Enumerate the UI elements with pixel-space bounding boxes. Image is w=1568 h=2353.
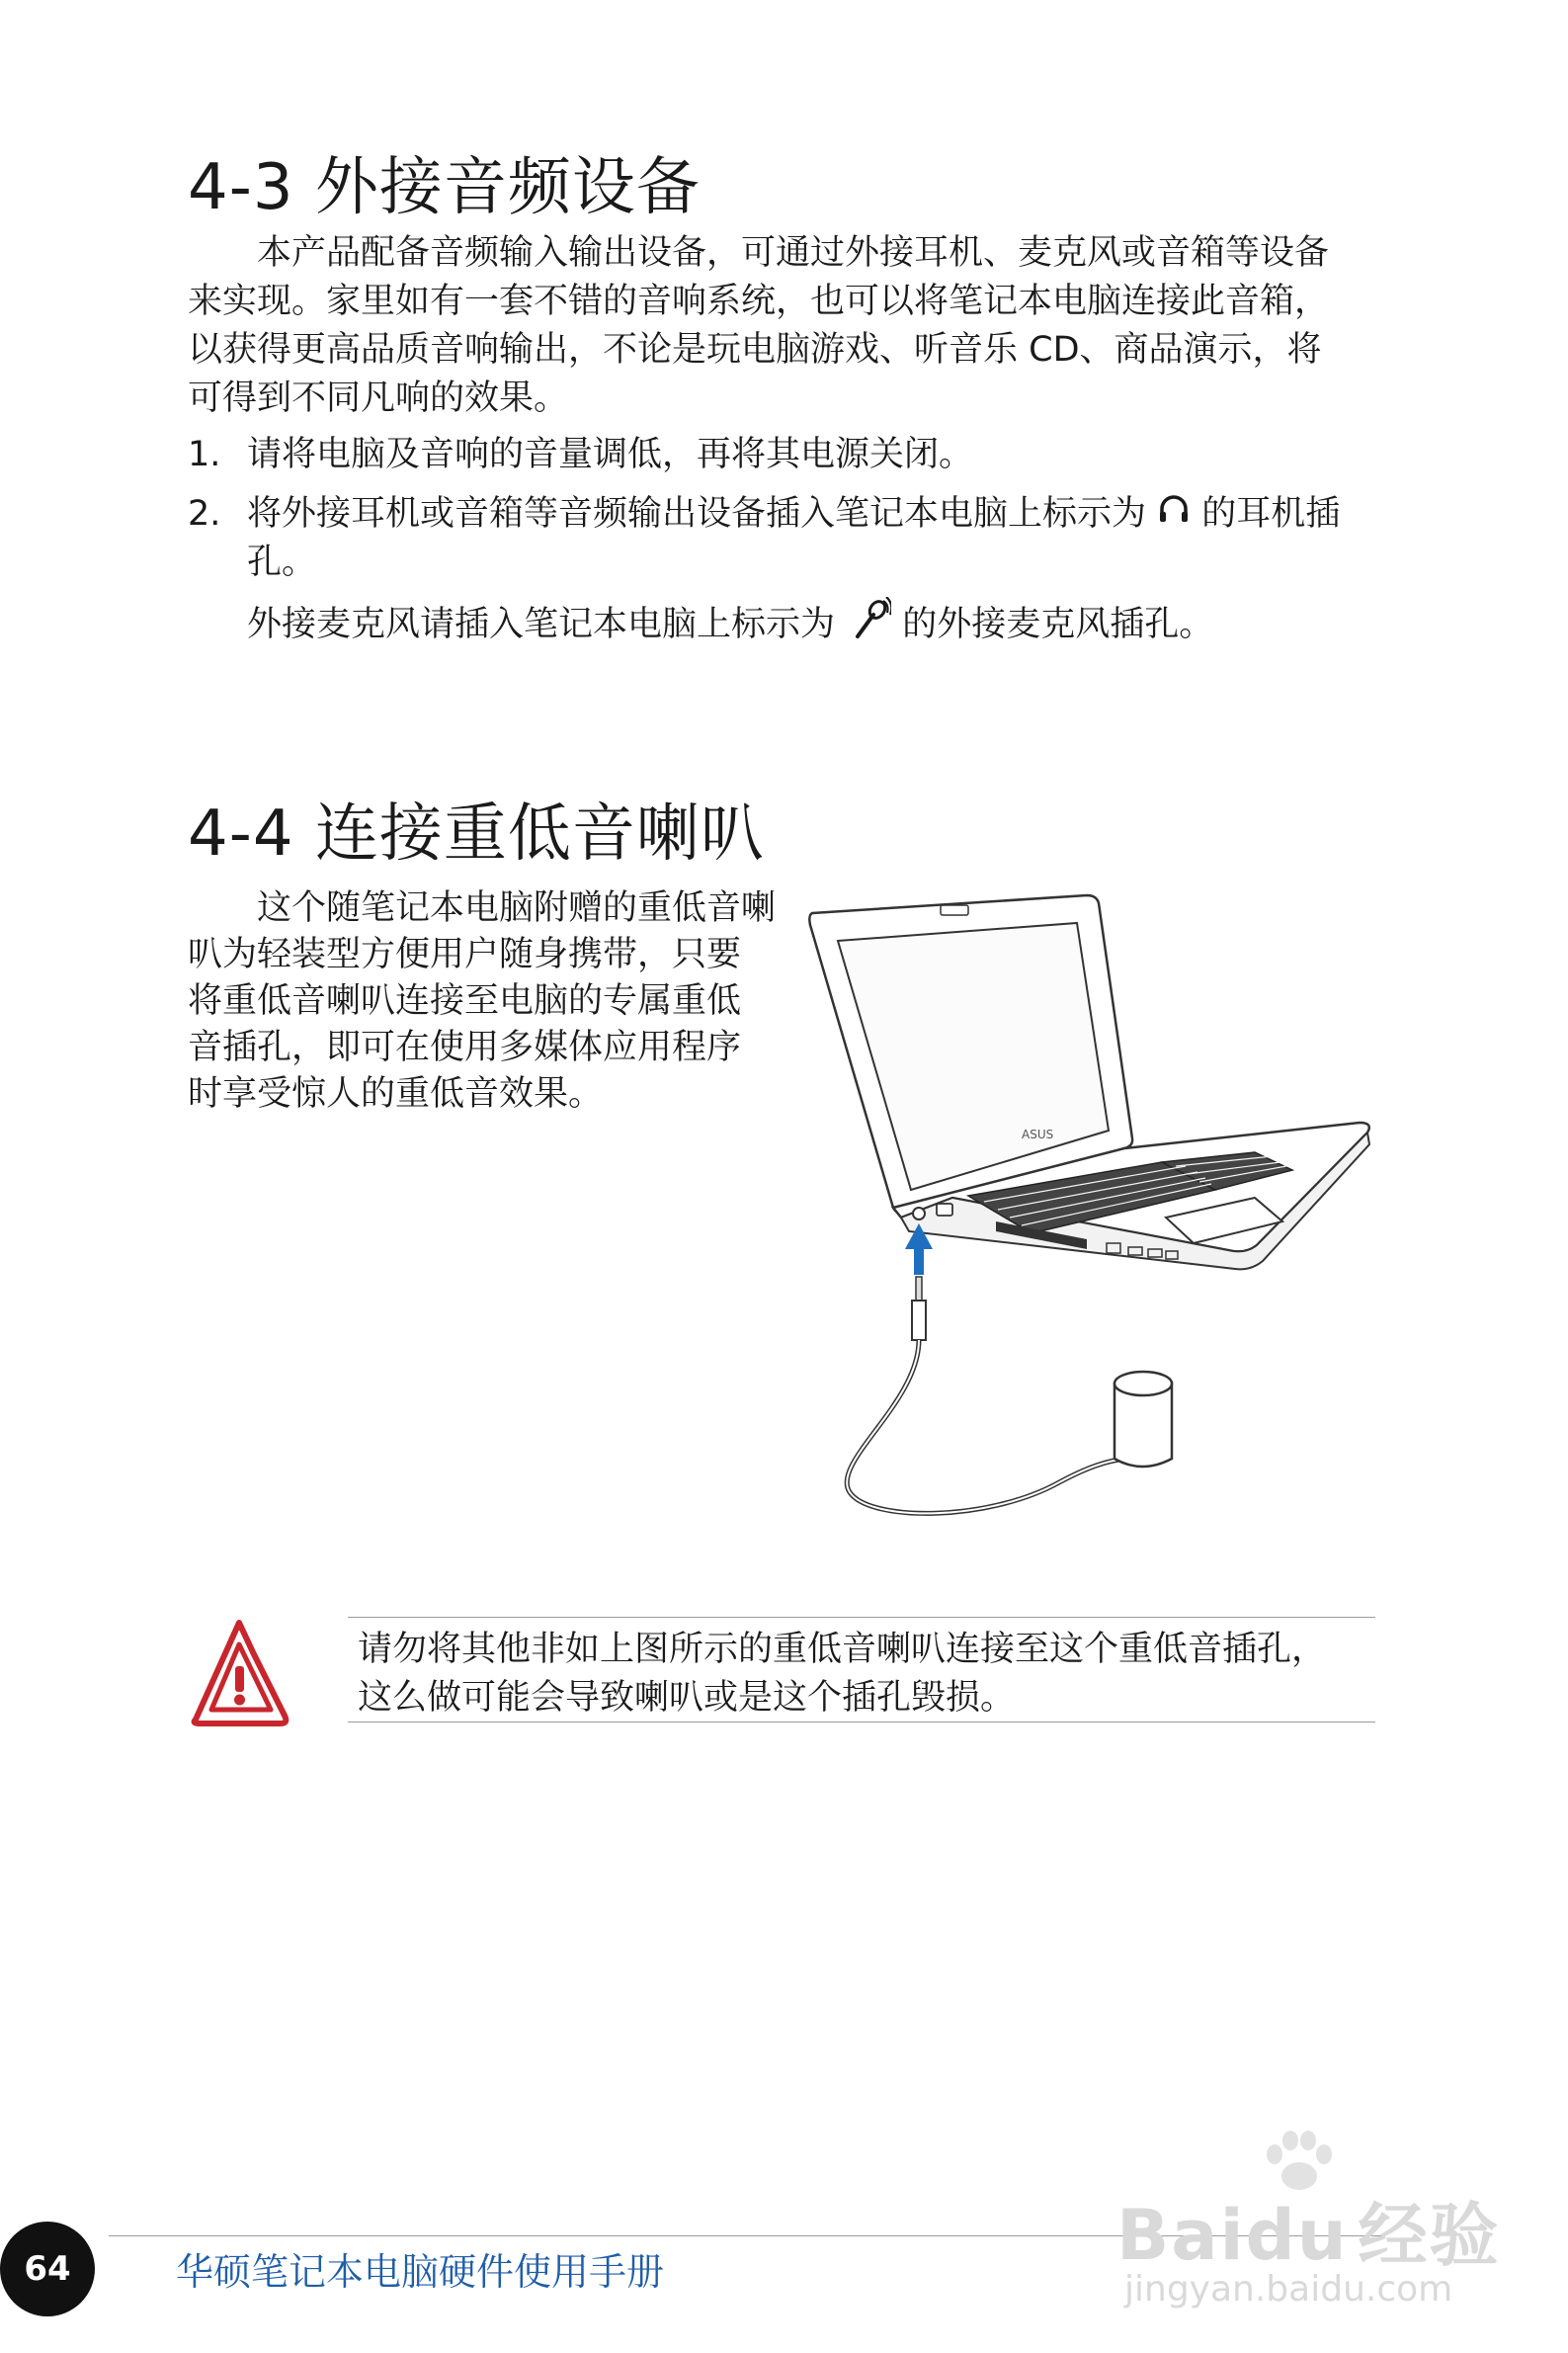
watermark-brand2: du [1245,2195,1349,2276]
step-text-line2: 孔。 [247,543,317,582]
laptop-with-subwoofer-illustration [790,870,1403,1561]
warning-icon [188,1615,296,1733]
step-number: 2. [188,494,221,534]
warning-line: 请勿将其他非如上图所示的重低音喇叭连接至这个重低音插孔， [358,1630,1327,1669]
intro-line: 来实现。家里如有一套不错的音响系统，也可以将笔记本电脑连接此音箱， [188,282,1330,321]
section-4-4-text [188,885,776,1118]
baidu-watermark [1116,2125,1531,2322]
plug-body [912,1301,926,1340]
mic-note-text: 外接麦克风请插入笔记本电脑上标示为 [247,605,836,644]
warning-line: 这么做可能会导致喇叭或是这个插孔毁损。 [358,1678,1016,1718]
mic-note [247,597,1213,654]
page-number: 64 [0,2222,95,2316]
laptop-brand: ASUS [1022,1128,1054,1141]
step-text: 将外接耳机或音箱等音频输出设备插入笔记本电脑上标示为 [247,494,1147,534]
plug-tip [916,1277,922,1301]
step-text: 请将电脑及音响的音量调低，再将其电源关闭。 [247,435,974,474]
audio-jack [913,1208,925,1219]
step-1 [188,431,1373,479]
step-number: 1. [188,435,221,474]
headphone-icon [1157,491,1191,540]
cable [847,1340,1126,1513]
section-4-3-intro [188,229,1329,423]
watermark-chinese: 经验 [1358,2195,1501,2276]
text-line: 音插孔，即可在使用多媒体应用程序 [188,1028,742,1067]
intro-line: 可得到不同凡响的效果。 [188,378,569,418]
text-line: 将重低音喇叭连接至电脑的专属重低 [188,981,742,1021]
text-line: 时享受惊人的重低音效果。 [188,1074,604,1114]
text-line: 叭为轻装型方便用户随身携带，只要 [188,935,742,974]
warning-top-rule [348,1617,1375,1618]
port [937,1204,952,1216]
section-heading-4-3: 4-3 外接音频设备 [188,151,701,224]
mic-note-text: 的外接麦克风插孔。 [891,605,1214,644]
text-line: 这个随笔记本电脑附赠的重低音喇 [257,888,777,928]
warning-text [358,1626,1326,1723]
footer-title: 华硕笔记本电脑硬件使用手册 [176,2250,665,2294]
microphone-icon [852,597,891,654]
watermark-brand: Bai [1116,2195,1246,2276]
intro-line: 本产品配备音频输入输出设备，可通过外接耳机、麦克风或音箱等设备 [257,233,1330,273]
step-text: 的耳机插 [1191,494,1341,534]
intro-line: 以获得更高品质音响输出，不论是玩电脑游戏、听音乐 CD、商品演示，将 [188,330,1322,370]
watermark-url: jingyan.baidu.com [1124,2269,1453,2310]
section-heading-4-4: 4-4 连接重低音喇叭 [188,798,765,871]
step-2 [188,490,1383,589]
